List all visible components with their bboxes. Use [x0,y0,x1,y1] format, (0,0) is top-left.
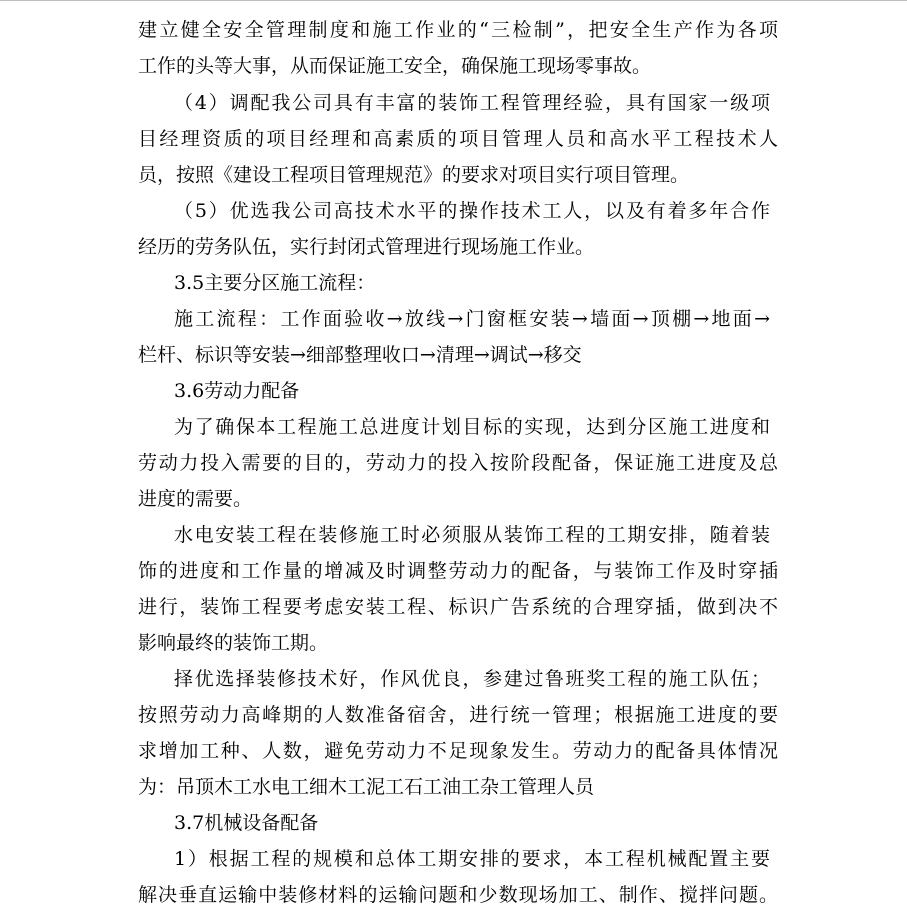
paragraph-line: 进行，装饰工程要考虑安装工程、标识广告系统的合理穿插，做到决不 [138,596,778,618]
paragraph-line: 择优选择装修技术好，作风优良，参建过鲁班奖工程的施工队伍； [174,668,770,690]
page-top-edge [0,0,907,1]
paragraph-line: （5）优选我公司高技术水平的操作技术工人，以及有着多年合作 [174,200,770,222]
paragraph-line: 栏杆、标识等安装→细部整理收口→清理→调试→移交 [138,344,582,366]
paragraph-line: 进度的需要。 [138,488,253,510]
paragraph-line: 工作的头等大事，从而保证施工安全，确保施工现场零事故。 [138,55,652,77]
paragraph-line: 劳动力投入需要的目的，劳动力的投入按阶段配备，保证施工进度及总 [138,452,778,474]
paragraph-line: 1）根据工程的规模和总体工期安排的要求，本工程机械配置主要 [174,848,770,870]
paragraph-line: 员，按照《建设工程项目管理规范》的要求对项目实行项目管理。 [138,164,690,186]
section-heading: 3.5主要分区施工流程： [174,272,376,294]
paragraph-line: 解决垂直运输中装修材料的运输问题和少数现场加工、制作、搅拌问题。 [138,884,778,906]
paragraph-line: 按照劳动力高峰期的人数准备宿舍，进行统一管理；根据施工进度的要 [138,704,778,726]
paragraph-line: 目经理资质的项目经理和高素质的项目管理人员和高水平工程技术人 [138,128,778,150]
paragraph-line: 求增加工种、人数，避免劳动力不足现象发生。劳动力的配备具体情况 [138,740,778,762]
section-heading: 3.7机械设备配备 [174,812,319,834]
paragraph-line: 饰的进度和工作量的增减及时调整劳动力的配备，与装饰工作及时穿插 [138,560,778,582]
paragraph-line: 建立健全安全管理制度和施工作业的“三检制”，把安全生产作为各项 [138,19,778,41]
paragraph-line: 经历的劳务队伍，实行封闭式管理进行现场施工作业。 [138,236,595,258]
paragraph-line: 为：吊顶木工水电工细木工泥工石工油工杂工管理人员 [138,776,595,798]
paragraph-line: （4）调配我公司具有丰富的装饰工程管理经验，具有国家一级项 [174,92,770,114]
paragraph-line: 影响最终的装饰工期。 [138,632,329,654]
paragraph-line: 施工流程：工作面验收→放线→门窗框安装→墙面→顶棚→地面→ [174,308,770,330]
section-heading: 3.6劳动力配备 [174,380,300,402]
paragraph-line: 水电安装工程在装修施工时必须服从装饰工程的工期安排，随着装 [174,524,770,546]
paragraph-line: 为了确保本工程施工总进度计划目标的实现，达到分区施工进度和 [174,416,770,438]
